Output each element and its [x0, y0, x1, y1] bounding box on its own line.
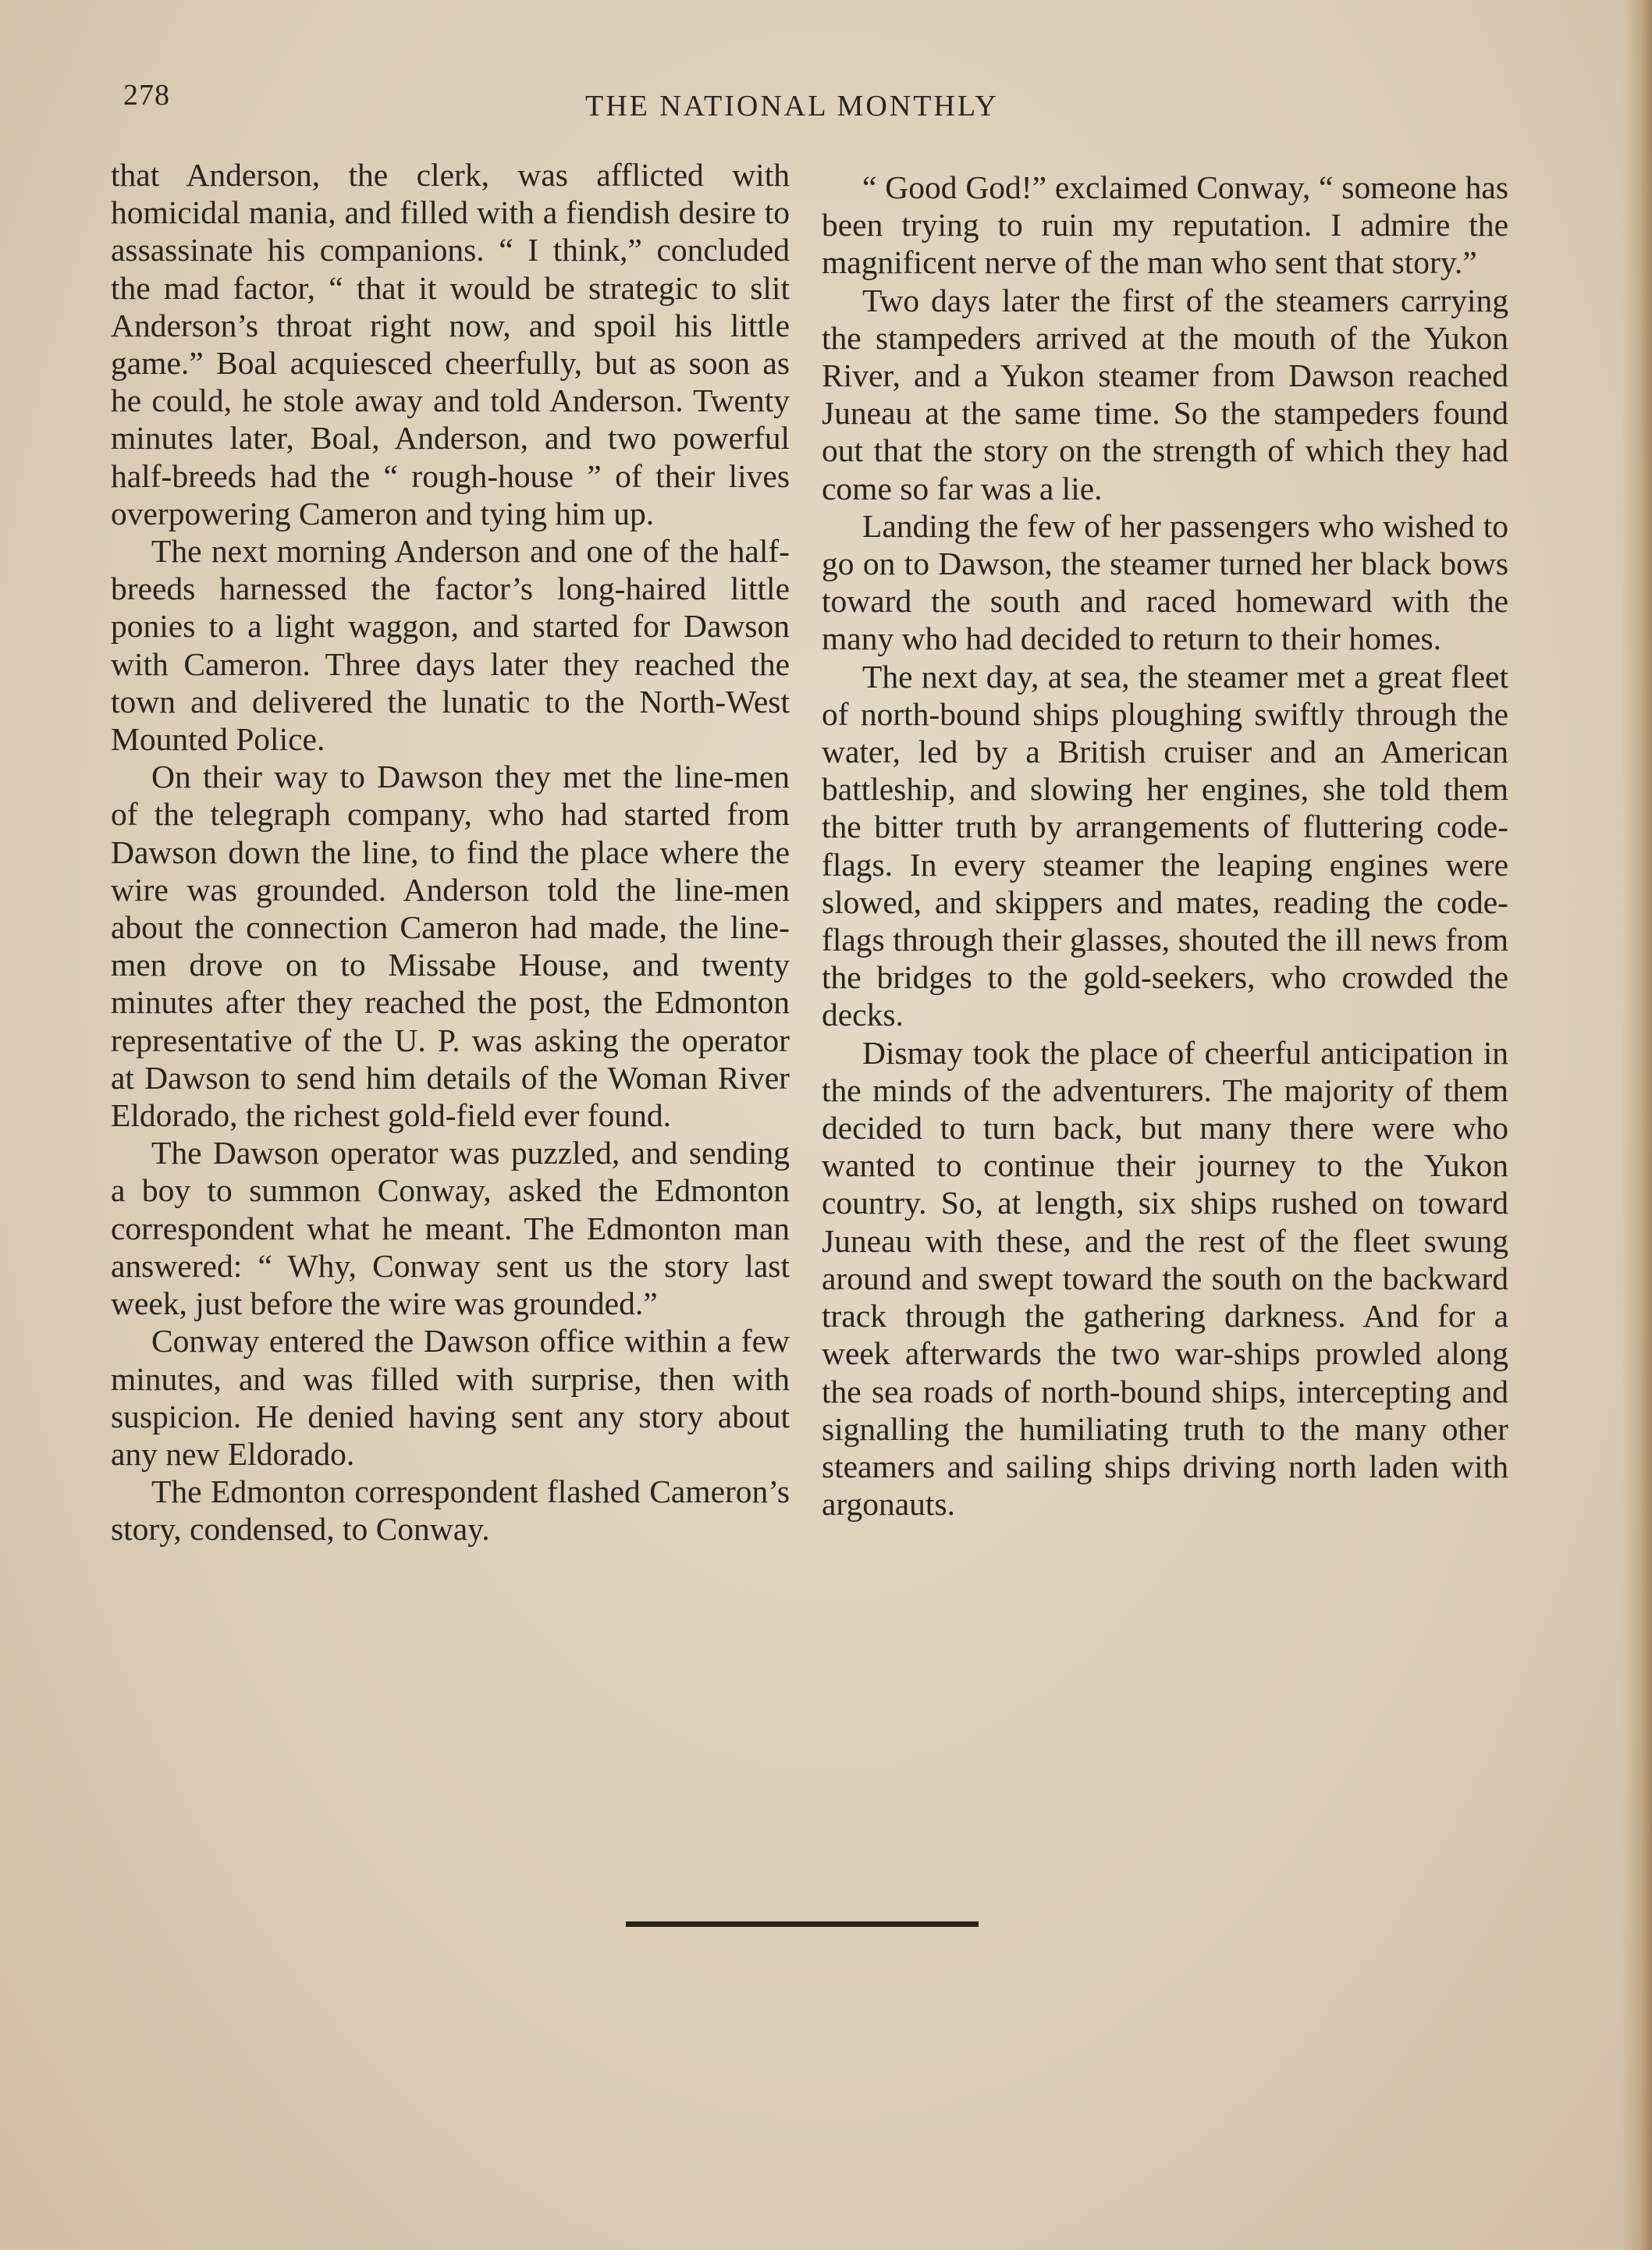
paragraph: Conway entered the Dawson office within a few minutes, and was filled with surprise, then with suspicion. He denied having sent any story about any new Eldorado.	[111, 1323, 790, 1472]
paragraph: Dismay took the place of cheerful anticipation in the minds of the adventurers. The majority of them decided to turn back, but many there were who wanted to continue their journey to the Yukon country. So, at length, six ships rushed on toward Juneau with these, and the rest of the fleet swung around and swept toward the south on the backward track through the gathering darkness. And for a week afterwards the two war-ships prowled along the sea roads of north-bound ships, intercepting and signalling the humiliating truth to the many other steamers and sailing ships driving north laden with argonauts.	[822, 1034, 1508, 1523]
page-number: 278	[123, 79, 170, 112]
paragraph: The Edmonton correspondent flashed Cameron’s story, condensed, to Conway.	[111, 1473, 790, 1548]
paragraph: The next day, at sea, the steamer met a great fleet of north-bound ships ploughing swiftly through the water, led by a British cruiser and an American battleship, and slowing her engines, she told them the bitter truth by arrangements of fluttering code-flags. In every steamer the leaping engines were slowed, and skippers and mates, reading the code-flags through their glasses, shouted the ill news from the bridges to the gold-seekers, who crowded the decks.	[822, 658, 1508, 1033]
page-edge-shadow	[1622, 0, 1652, 2250]
running-head: THE NATIONAL MONTHLY	[585, 90, 999, 123]
paragraph: The next morning Anderson and one of the half-breeds harnessed the factor’s long-haired little ponies to a light waggon, and started for Dawson with Cameron. Three days later they reached the town and delivered the lunatic to the North-West Mounted Police.	[111, 533, 790, 758]
end-rule	[626, 1921, 979, 1927]
paragraph: The Dawson operator was puzzled, and sending a boy to summon Conway, asked the Edmonton correspondent what he meant. The Edmonton man answered: “ Why, Conway sent us the story last week, just before the wire was grounded.”	[111, 1135, 790, 1322]
paragraph: Two days later the first of the steamers carrying the stampeders arrived at the mouth of the Yukon River, and a Yukon steamer from Dawson reached Juneau at the same time. So the stampeders found out that the story on the strength of which they had come so far was a lie.	[822, 282, 1508, 507]
paragraph: “ Good God!” exclaimed Conway, “ someone has been trying to ruin my reputation. I admire the magnificent nerve of the man who sent that story.”	[822, 169, 1508, 281]
left-column	[111, 156, 790, 1548]
right-column	[822, 169, 1508, 1523]
paragraph: On their way to Dawson they met the line-men of the telegraph company, who had started from Dawson down the line, to find the place where the wire was grounded. Anderson told the line-men about the connection Cameron had made, the line-men drove on to Missabe House, and twenty minutes after they reached the post, the Edmonton representative of the U. P. was asking the operator at Dawson to send him details of the Woman River Eldorado, the richest gold-field ever found.	[111, 759, 790, 1134]
paragraph: that Anderson, the clerk, was afflicted with homicidal mania, and filled with a fiendish desire to assassinate his companions. “ I think,” concluded the mad factor, “ that it would be strategic to slit Anderson’s throat right now, and spoil his little game.” Boal acquiesced cheerfully, but as soon as he could, he stole away and told Anderson. Twenty minutes later, Boal, Anderson, and two powerful half-breeds had the “ rough-house ” of their lives overpowering Cameron and tying him up.	[111, 157, 790, 531]
paragraph: Landing the few of her passengers who wished to go on to Dawson, the steamer turned her black bows toward the south and raced homeward with the many who had decided to return to their homes.	[822, 507, 1508, 657]
